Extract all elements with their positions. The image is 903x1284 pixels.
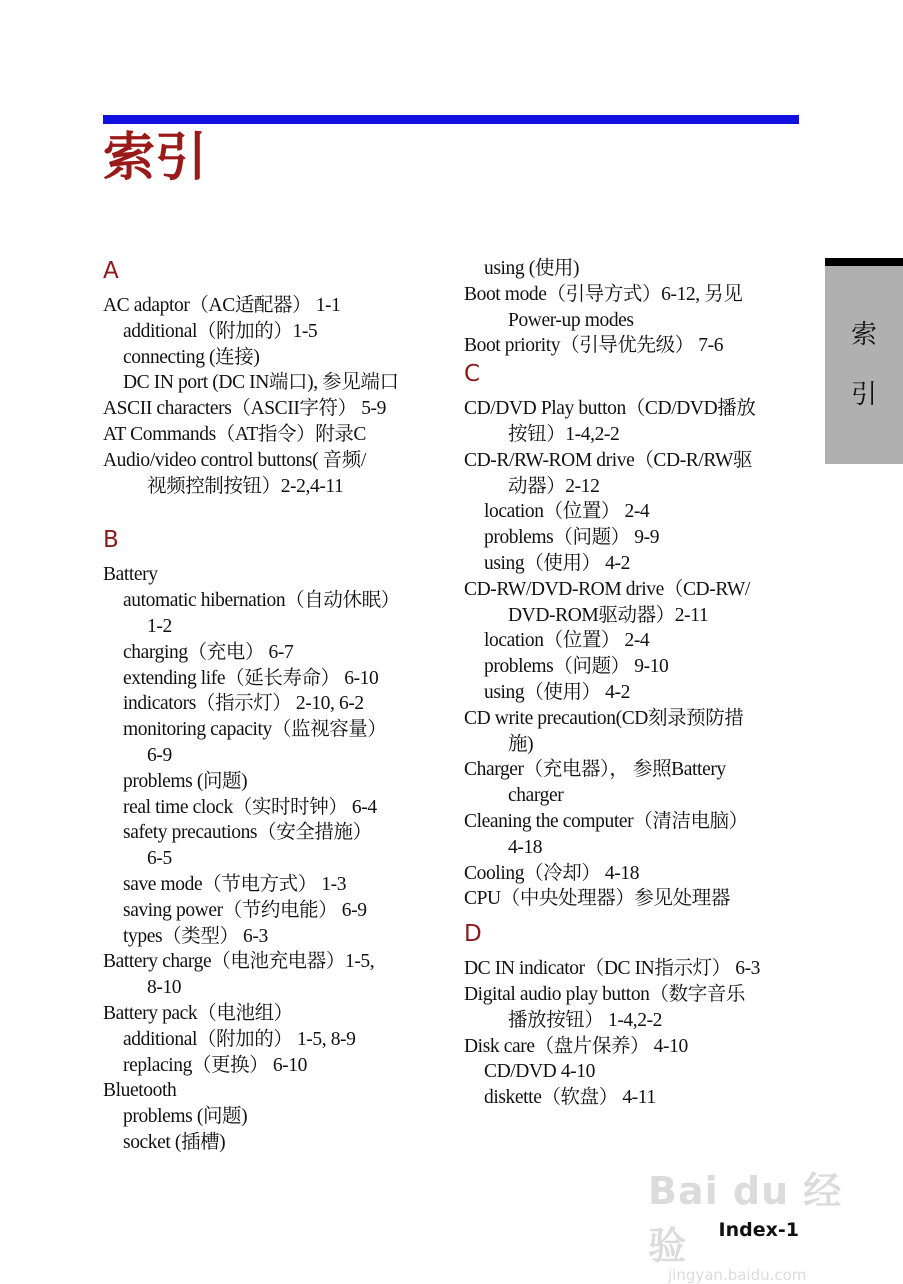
index-entry: using (使用)	[484, 258, 580, 279]
index-entry: 播放按钮） 1-4,2-2	[508, 1009, 663, 1031]
index-entry: CD write precaution(CD刻录预防措	[464, 707, 744, 729]
section-letter-heading: B	[103, 527, 119, 554]
index-entry: Battery charge（电池充电器）1-5,	[103, 951, 375, 973]
index-entry: 6-9	[147, 744, 172, 766]
index-entry: using（使用） 4-2	[484, 552, 630, 574]
side-tab-char: 引	[850, 380, 877, 410]
index-entry: DVD-ROM驱动器）2-11	[508, 604, 709, 626]
index-entry: location（位置） 2-4	[484, 630, 650, 652]
index-entry: Disk care（盘片保养） 4-10	[464, 1035, 688, 1057]
index-entry: replacing（更换） 6-10	[123, 1054, 307, 1076]
index-entry: monitoring capacity（监视容量）	[123, 719, 387, 741]
index-entry: Battery	[103, 564, 158, 586]
index-entry: problems（问题） 9-9	[484, 527, 660, 549]
index-entry: Audio/video control buttons( 音频/	[103, 449, 366, 471]
index-entry: Bluetooth	[103, 1080, 177, 1102]
index-entry: CD/DVD 4-10	[484, 1061, 595, 1083]
section-letter-heading: D	[464, 921, 482, 948]
index-entry: CD-R/RW-ROM drive（CD-R/RW驱	[464, 449, 753, 471]
index-entry: save mode（节电方式） 1-3	[123, 873, 347, 895]
index-entry: Battery pack（电池组）	[103, 1002, 293, 1024]
index-entry: 按钮）1-4,2-2	[508, 423, 620, 445]
index-column-left	[103, 256, 443, 1156]
index-entry: automatic hibernation（自动休眠）	[123, 590, 400, 612]
index-entry: socket (插槽)	[123, 1131, 226, 1153]
index-entry: types（类型） 6-3	[123, 925, 268, 947]
section-letter-heading: A	[103, 258, 119, 284]
index-entry: 动器）2-12	[508, 475, 600, 497]
index-entry: 视频控制按钮）2-2,4-11	[147, 475, 344, 497]
index-entry: DC IN indicator（DC IN指示灯） 6-3	[464, 958, 761, 980]
index-entry: Cooling（冷却） 4-18	[464, 862, 640, 884]
index-entry: Charger（充电器）， 参照Battery	[464, 759, 726, 781]
index-entry: problems (问题)	[123, 1106, 248, 1128]
index-entry: AC adaptor（AC适配器） 1-1	[103, 295, 341, 316]
index-entry: 8-10	[147, 977, 182, 999]
index-entry: connecting (连接)	[123, 346, 260, 368]
index-entry: Power-up modes	[508, 309, 634, 331]
index-entry: safety precautions（安全措施）	[123, 822, 372, 844]
index-entry: 4-18	[508, 836, 543, 858]
side-tab	[825, 266, 903, 464]
spacer	[103, 555, 443, 562]
section-letter-heading: C	[464, 361, 481, 388]
page-footer: Index-1	[718, 1219, 799, 1241]
index-entry: additional（附加的） 1-5, 8-9	[123, 1028, 356, 1050]
index-entry: Digital audio play button（数字音乐	[464, 983, 746, 1005]
index-entry: extending life（延长寿命） 6-10	[123, 667, 379, 689]
spacer	[464, 389, 804, 396]
spacer	[103, 286, 443, 293]
index-entry: additional（附加的）1-5	[123, 320, 318, 342]
side-tab-char: 索	[850, 320, 877, 350]
page-title: 索引	[103, 128, 208, 188]
index-entry: indicators（指示灯） 2-10, 6-2	[123, 693, 364, 715]
index-entry: 6-5	[147, 848, 172, 870]
top-rule	[103, 115, 799, 124]
index-entry: charging（充电） 6-7	[123, 641, 294, 663]
index-entry: real time clock（实时时钟） 6-4	[123, 796, 377, 818]
index-entry: location（位置） 2-4	[484, 501, 650, 523]
index-entry: CD/DVD Play button（CD/DVD播放	[464, 398, 756, 420]
index-entry: saving power（节约电能） 6-9	[123, 899, 367, 921]
index-entry: DC IN port (DC IN端口), 参见端口	[123, 372, 399, 394]
index-entry: using（使用） 4-2	[484, 681, 630, 703]
index-entry: diskette（软盘） 4-11	[484, 1087, 656, 1109]
index-entry: Boot priority（引导优先级） 7-6	[464, 335, 724, 357]
side-tab-bar	[825, 258, 903, 266]
index-entry: CD-RW/DVD-ROM drive（CD-RW/	[464, 578, 750, 600]
index-entry: Cleaning the computer（清洁电脑）	[464, 810, 748, 832]
index-entry: charger	[508, 785, 564, 807]
watermark-logo: Bai du 经验	[648, 1169, 843, 1268]
spacer	[103, 499, 443, 525]
index-entry: ASCII characters（ASCII字符） 5-9	[103, 398, 387, 420]
index-entry: AT Commands（AT指令）附录C	[103, 423, 367, 445]
spacer	[464, 949, 804, 956]
index-entry: Boot mode（引导方式）6-12, 另见	[464, 283, 743, 305]
watermark-url: jingyan.baidu.com	[668, 1266, 807, 1284]
index-entry: CPU（中央处理器）参见处理器	[464, 888, 730, 910]
spacer	[464, 912, 804, 919]
index-entry: problems (问题)	[123, 770, 248, 792]
index-column-right	[464, 256, 804, 1111]
index-entry: 施)	[508, 733, 534, 755]
index-entry: problems（问题） 9-10	[484, 656, 669, 678]
index-entry: 1-2	[147, 615, 172, 637]
